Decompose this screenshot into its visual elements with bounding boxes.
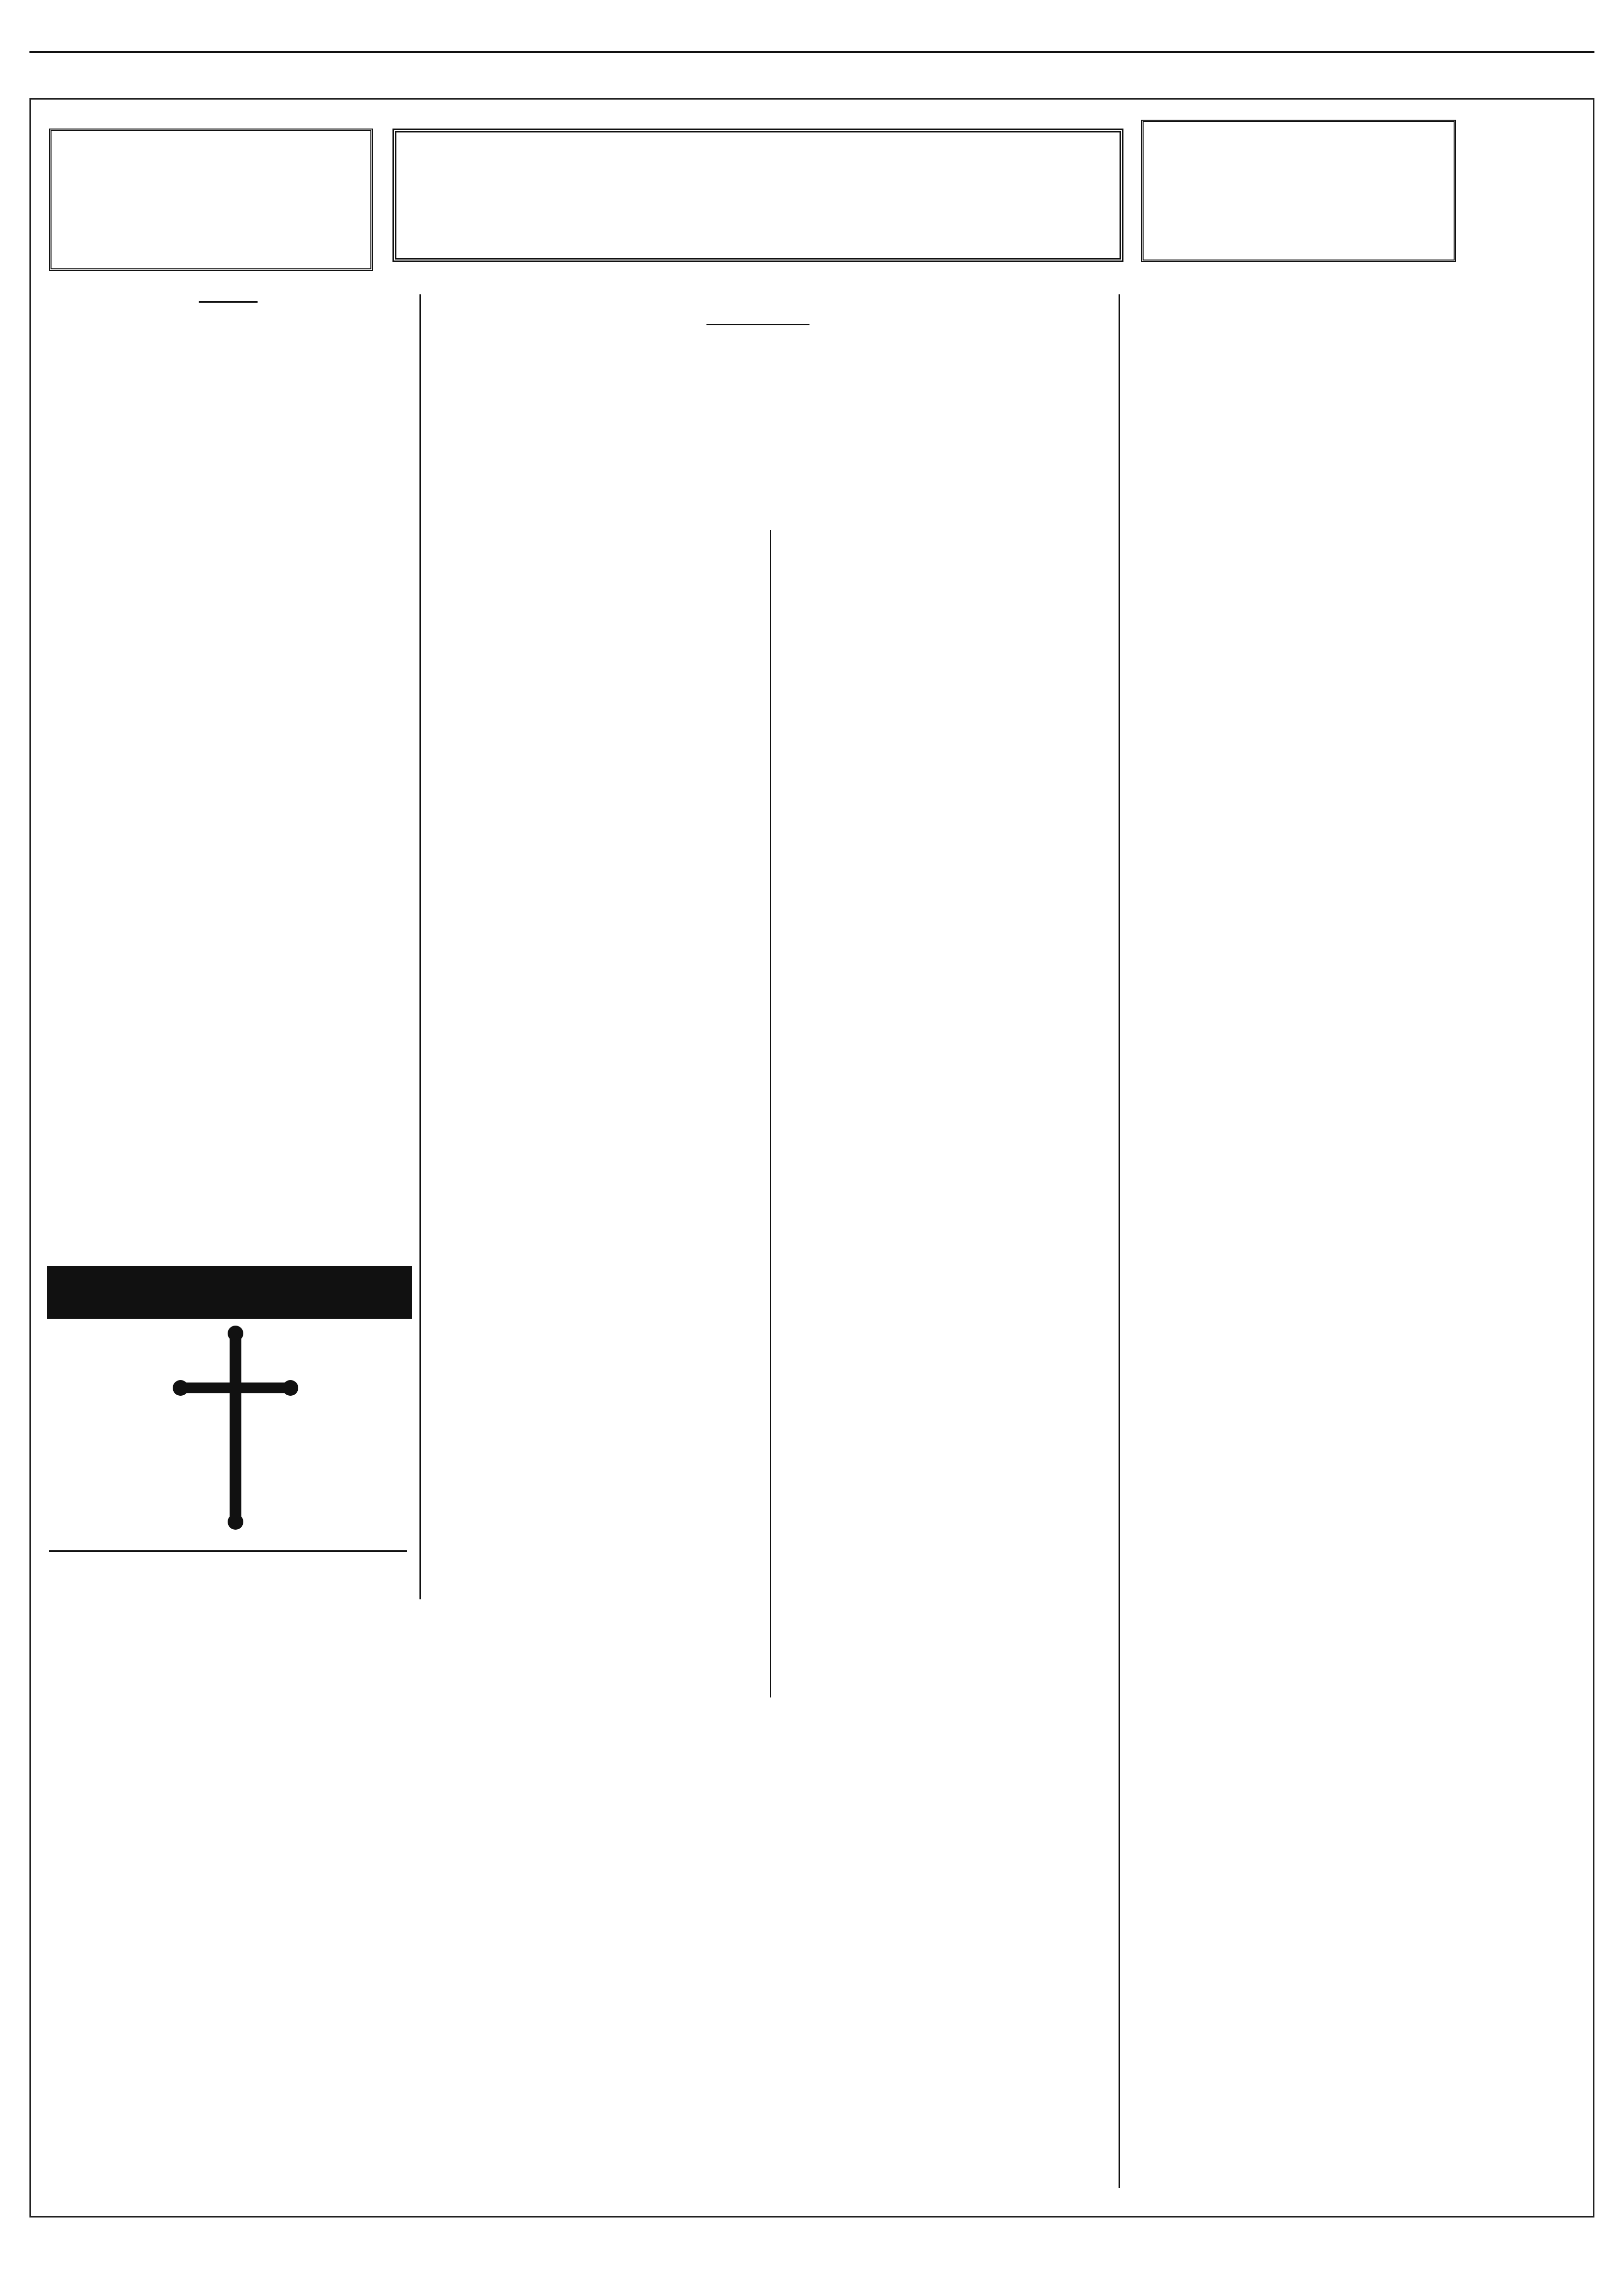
right-column [1126, 289, 1460, 294]
obituary-left-cross [162, 1325, 309, 1531]
masthead-rule [29, 51, 1594, 53]
column-rule [1119, 294, 1120, 2188]
cross-icon [162, 1325, 309, 1531]
left-column [49, 294, 407, 307]
left-divider [199, 301, 258, 303]
obituary-left-rule [49, 1550, 407, 1552]
obituary-left-band [47, 1266, 412, 1319]
section-title-box [392, 129, 1123, 262]
column-rule [419, 294, 421, 1599]
column-rule [770, 530, 771, 1697]
ad-automovel [49, 129, 373, 271]
center-kicker-rule [706, 324, 809, 325]
ad-danca [1141, 120, 1456, 262]
obituary-left [49, 1545, 407, 1557]
page-frame [29, 98, 1594, 2218]
